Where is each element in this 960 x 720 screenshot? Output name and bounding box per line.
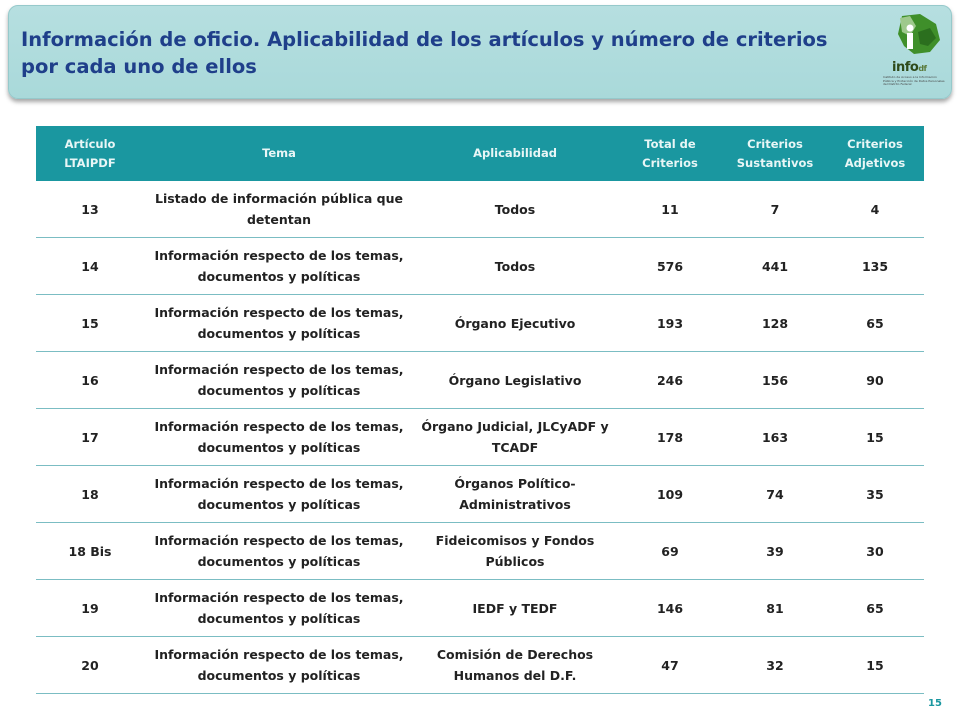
cell-articulo: 18 Bis: [36, 523, 144, 580]
header-tema: Tema: [144, 126, 414, 181]
table-row: [36, 523, 924, 580]
cell-tema: Información respecto de los temas, documentos y políticas: [144, 352, 414, 409]
cell-articulo: 15: [36, 295, 144, 352]
cell-articulo: 17: [36, 409, 144, 466]
page-number: 15: [928, 698, 942, 709]
cell-adjetivos: 90: [826, 352, 924, 409]
cell-sustantivos: 81: [724, 580, 826, 637]
cell-adjetivos: 15: [826, 409, 924, 466]
cell-adjetivos: 65: [826, 580, 924, 637]
cell-tema: Información respecto de los temas, documentos y políticas: [144, 466, 414, 523]
table-row: [36, 295, 924, 352]
cell-tema: Información respecto de los temas, documentos y políticas: [144, 580, 414, 637]
cell-sustantivos: 156: [724, 352, 826, 409]
cell-articulo: 18: [36, 466, 144, 523]
cell-total: 11: [616, 181, 724, 238]
logo-wordmark: infodf: [892, 60, 927, 75]
cell-total: 576: [616, 238, 724, 295]
cell-adjetivos: 35: [826, 466, 924, 523]
cell-aplicabilidad: Órganos Político-Administrativos: [414, 466, 616, 523]
cell-tema: Información respecto de los temas, documentos y políticas: [144, 637, 414, 694]
cell-sustantivos: 7: [724, 181, 826, 238]
cell-adjetivos: 30: [826, 523, 924, 580]
cell-aplicabilidad: Órgano Legislativo: [414, 352, 616, 409]
cell-aplicabilidad: Todos: [414, 238, 616, 295]
logo-subtitle: Instituto de Acceso a la Información Pública y Protección de Datos Personales del Distrito Federal: [883, 76, 945, 86]
cell-articulo: 20: [36, 637, 144, 694]
cell-aplicabilidad: Órgano Ejecutivo: [414, 295, 616, 352]
cell-total: 193: [616, 295, 724, 352]
header-total-criterios: Total de Criterios: [616, 126, 724, 181]
table-row: [36, 637, 924, 694]
cell-articulo: 13: [36, 181, 144, 238]
header-criterios-sustantivos: Criterios Sustantivos: [724, 126, 826, 181]
table-row: [36, 466, 924, 523]
cell-aplicabilidad: Órgano Judicial, JLCyADF y TCADF: [414, 409, 616, 466]
header-criterios-adjetivos: Criterios Adjetivos: [826, 126, 924, 181]
cell-sustantivos: 163: [724, 409, 826, 466]
cell-articulo: 19: [36, 580, 144, 637]
cell-tema: Listado de información pública que detentan: [144, 181, 414, 238]
cell-sustantivos: 32: [724, 637, 826, 694]
cell-aplicabilidad: Fideicomisos y Fondos Públicos: [414, 523, 616, 580]
table-row: [36, 181, 924, 238]
cell-total: 146: [616, 580, 724, 637]
header-articulo: Artículo LTAIPDF: [36, 126, 144, 181]
cell-articulo: 14: [36, 238, 144, 295]
header-aplicabilidad: Aplicabilidad: [414, 126, 616, 181]
cell-tema: Información respecto de los temas, documentos y políticas: [144, 409, 414, 466]
cell-adjetivos: 4: [826, 181, 924, 238]
cell-adjetivos: 135: [826, 238, 924, 295]
cell-tema: Información respecto de los temas, documentos y políticas: [144, 295, 414, 352]
cell-total: 178: [616, 409, 724, 466]
cell-adjetivos: 65: [826, 295, 924, 352]
cell-aplicabilidad: Todos: [414, 181, 616, 238]
table-row: [36, 409, 924, 466]
cell-sustantivos: 441: [724, 238, 826, 295]
cell-total: 47: [616, 637, 724, 694]
page-title: Información de oficio. Aplicabilidad de los artículos y número de criterios por cada uno de ellos: [21, 28, 828, 78]
table-row: [36, 580, 924, 637]
title-banner: [8, 5, 952, 99]
cell-total: 109: [616, 466, 724, 523]
cell-aplicabilidad: Comisión de Derechos Humanos del D.F.: [414, 637, 616, 694]
cell-articulo: 16: [36, 352, 144, 409]
cell-sustantivos: 128: [724, 295, 826, 352]
table-header-row: [36, 126, 924, 181]
cell-total: 246: [616, 352, 724, 409]
cell-sustantivos: 39: [724, 523, 826, 580]
cell-total: 69: [616, 523, 724, 580]
articles-table: [36, 126, 924, 694]
cell-tema: Información respecto de los temas, documentos y políticas: [144, 523, 414, 580]
cell-sustantivos: 74: [724, 466, 826, 523]
table-row: [36, 238, 924, 295]
table-row: [36, 352, 924, 409]
cell-aplicabilidad: IEDF y TEDF: [414, 580, 616, 637]
cell-tema: Información respecto de los temas, documentos y políticas: [144, 238, 414, 295]
infodf-logo: [880, 14, 946, 94]
logo-emblem-icon: [880, 14, 946, 62]
cell-adjetivos: 15: [826, 637, 924, 694]
